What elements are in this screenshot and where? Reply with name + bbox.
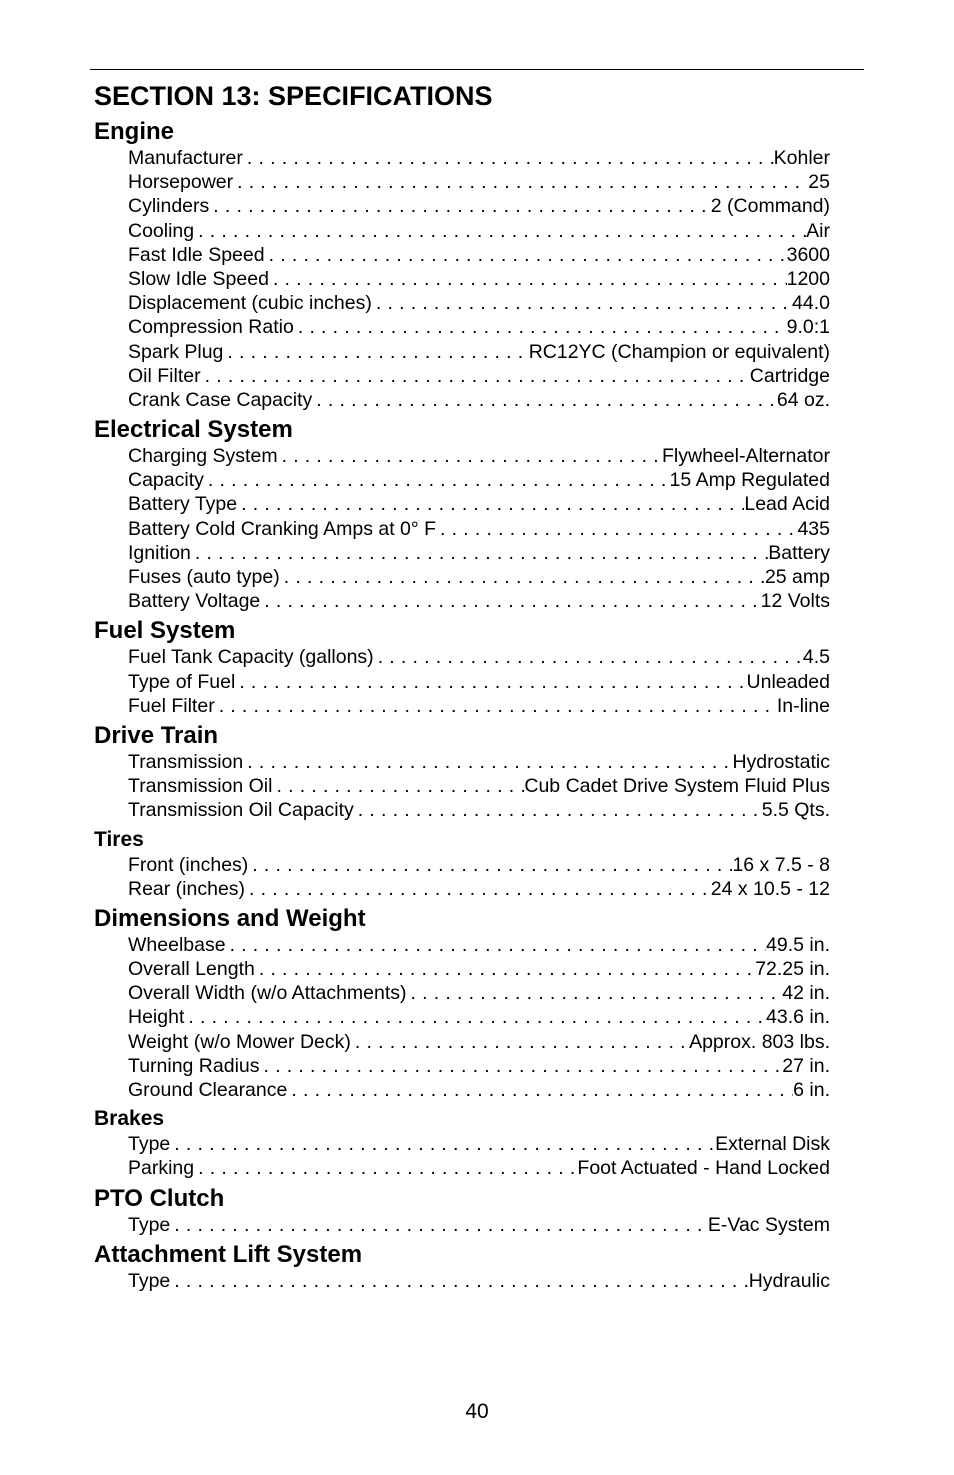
dot-leader [170,1132,715,1156]
section-heading: Tires [94,827,144,851]
spec-value: Flywheel-Alternator [662,445,830,468]
spec-label: Compression Ratio [128,316,294,339]
spec-label: Type [128,1269,171,1292]
dot-leader [260,589,760,613]
spec-row [128,589,830,613]
spec-value: In-line [776,694,830,717]
spec-value: 5.5 Qts. [761,799,830,822]
spec-value: 44.0 [792,292,830,315]
spec-row [128,853,830,877]
dot-leader [237,492,744,516]
dot-leader [255,957,755,981]
spec-row [128,315,830,339]
dot-leader [351,1030,689,1054]
spec-value: 24 x 10.5 - 12 [710,877,830,900]
dot-leader [265,243,787,267]
spec-value: Hydrostatic [732,750,830,773]
spec-row [128,565,830,589]
dot-leader [204,468,670,492]
dot-leader [436,517,797,541]
spec-section [94,1106,830,1180]
spec-list [94,1132,830,1180]
spec-label: Front (inches) [128,853,249,876]
dot-leader [407,981,783,1005]
dot-leader [272,774,524,798]
section-heading: Engine [94,118,175,145]
spec-row [128,444,830,468]
spec-sections [94,118,830,1297]
spec-value: Battery [768,541,830,564]
dot-leader [223,340,528,364]
top-rule [90,69,864,70]
dot-leader [269,267,787,291]
spec-label: Overall Length [128,958,255,981]
spec-value: 3600 [786,243,830,266]
spec-label: Transmission [128,750,244,773]
spec-row [128,798,830,822]
spec-row [128,750,830,774]
dot-leader [280,565,765,589]
spec-label: Cooling [128,219,195,242]
dot-leader [184,1005,766,1029]
dot-leader [312,388,777,412]
dot-leader [287,1078,793,1102]
spec-row [128,1078,830,1102]
spec-value: RC12YC (Champion or equivalent) [528,340,830,363]
spec-row [128,541,830,565]
spec-row [128,146,830,170]
dot-leader [372,291,792,315]
spec-list [94,1269,830,1293]
spec-label: Transmission Oil [128,775,273,798]
spec-row [128,957,830,981]
spec-label: Turning Radius [128,1054,260,1077]
spec-label: Crank Case Capacity [128,388,313,411]
spec-label: Oil Filter [128,364,201,387]
spec-row [128,492,830,516]
spec-row [128,1269,830,1293]
spec-label: Battery Voltage [128,590,261,613]
spec-label: Spark Plug [128,340,224,363]
spec-section [94,1241,830,1293]
spec-row [128,1156,830,1180]
spec-value: 42 in. [782,982,830,1005]
spec-list [94,146,830,412]
spec-row [128,933,830,957]
spec-row [128,243,830,267]
spec-value: Cub Cadet Drive System Fluid Plus [524,775,830,798]
dot-leader [194,1156,577,1180]
spec-value: External Disk [715,1133,830,1156]
spec-value: 72.25 in. [755,958,830,981]
spec-value: 15 Amp Regulated [669,469,830,492]
spec-value: Kohler [773,147,830,169]
spec-section [94,827,830,901]
spec-row [128,1005,830,1029]
spec-label: Displacement (cubic inches) [128,292,372,315]
spec-value: 1200 [786,267,830,290]
spec-value: 4.5 [802,646,830,669]
spec-label: Fast Idle Speed [128,243,265,266]
spec-label: Battery Type [128,493,238,516]
dot-leader [278,444,662,468]
dot-leader [294,315,787,339]
spec-label: Cylinders [128,195,210,218]
spec-value: E-Vac System [707,1213,830,1236]
page-number: 40 [465,1400,489,1423]
spec-row [128,1030,830,1054]
spec-label: Parking [128,1157,195,1180]
spec-value: Unleaded [746,670,830,693]
spec-label: Height [128,1006,185,1029]
spec-row [128,291,830,315]
spec-row [128,170,830,194]
spec-label: Wheelbase [128,933,226,956]
spec-label: Fuses (auto type) [128,566,280,588]
dot-leader [209,194,711,218]
spec-value: 25 [808,171,830,194]
spec-value: Approx. 803 lbs. [689,1030,830,1053]
spec-label: Overall Width (w/o Attachments) [128,982,407,1005]
dot-leader [235,670,746,694]
spec-section [94,617,830,718]
spec-value: 64 oz. [776,388,830,411]
spec-value: Hydraulic [748,1269,830,1292]
spec-row [128,1132,830,1156]
spec-label: Manufacturer [128,147,243,169]
spec-list [94,853,830,901]
dot-leader [260,1054,783,1078]
spec-section [94,118,830,412]
spec-row [128,517,830,541]
spec-section [94,722,830,823]
spec-value: 6 in. [793,1079,830,1101]
section-heading: Electrical System [94,416,293,444]
spec-label: Horsepower [128,171,234,194]
spec-value: Air [806,219,830,242]
spec-list [94,750,830,823]
spec-label: Fuel Tank Capacity (gallons) [128,646,374,669]
section-heading: Dimensions and Weight [94,904,366,932]
spec-label: Transmission Oil Capacity [128,799,354,822]
spec-value: 9.0:1 [786,316,830,339]
spec-row [128,981,830,1005]
spec-row [128,877,830,901]
spec-row [128,1213,830,1237]
spec-row [128,388,830,412]
section-heading: PTO Clutch [94,1184,225,1212]
dot-leader [354,798,762,822]
spec-label: Weight (w/o Mower Deck) [128,1030,351,1053]
dot-leader [170,1269,748,1293]
spec-value: Cartridge [749,364,830,387]
dot-leader [245,877,711,901]
spec-value: 12 Volts [760,590,830,613]
spec-value: 16 x 7.5 - 8 [732,853,830,876]
section-heading: Attachment Lift System [94,1240,363,1268]
spec-label: Ground Clearance [128,1079,288,1101]
section-heading: Brakes [94,1107,165,1131]
dot-leader [248,853,732,877]
spec-label: Capacity [128,469,204,492]
dot-leader [374,645,803,669]
dot-leader [233,170,808,194]
spec-list [94,933,830,1102]
spec-row [128,267,830,291]
spec-list [94,645,830,718]
section-heading: Fuel System [94,617,236,645]
spec-row [128,774,830,798]
spec-label: Type [128,1133,171,1156]
spec-value: 25 amp [764,566,830,588]
page-title: SECTION 13: SPECIFICATIONS [94,81,493,111]
spec-row [128,694,830,718]
spec-section [94,905,830,1102]
spec-label: Battery Cold Cranking Amps at 0° F [128,517,437,540]
spec-label: Rear (inches) [128,877,246,900]
spec-label: Ignition [128,541,191,564]
dot-leader [243,750,732,774]
spec-label: Type of Fuel [128,670,236,693]
spec-list [94,1213,830,1237]
spec-row [128,219,830,243]
dot-leader [170,1213,708,1237]
dot-leader [194,219,806,243]
spec-row [128,340,830,364]
dot-leader [243,146,774,170]
spec-row [128,670,830,694]
spec-value: 435 [797,517,830,540]
spec-section [94,1185,830,1237]
spec-value: 27 in. [782,1054,830,1077]
spec-value: 43.6 in. [766,1006,830,1029]
section-heading: Drive Train [94,721,219,749]
spec-label: Slow Idle Speed [128,267,269,290]
dot-leader [201,364,750,388]
spec-value: Lead Acid [744,493,830,516]
dot-leader [226,933,766,957]
spec-label: Fuel Filter [128,694,215,717]
dot-leader [191,541,768,565]
spec-value: Foot Actuated - Hand Locked [577,1157,830,1180]
spec-row [128,1054,830,1078]
dot-leader [215,694,777,718]
spec-value: 2 (Command) [710,195,830,218]
spec-label: Charging System [128,445,278,468]
spec-row [128,468,830,492]
spec-row [128,194,830,218]
spec-section [94,416,830,613]
spec-label: Type [128,1213,171,1236]
spec-value: 49.5 in. [766,933,830,956]
spec-row [128,364,830,388]
spec-row [128,645,830,669]
spec-list [94,444,830,613]
